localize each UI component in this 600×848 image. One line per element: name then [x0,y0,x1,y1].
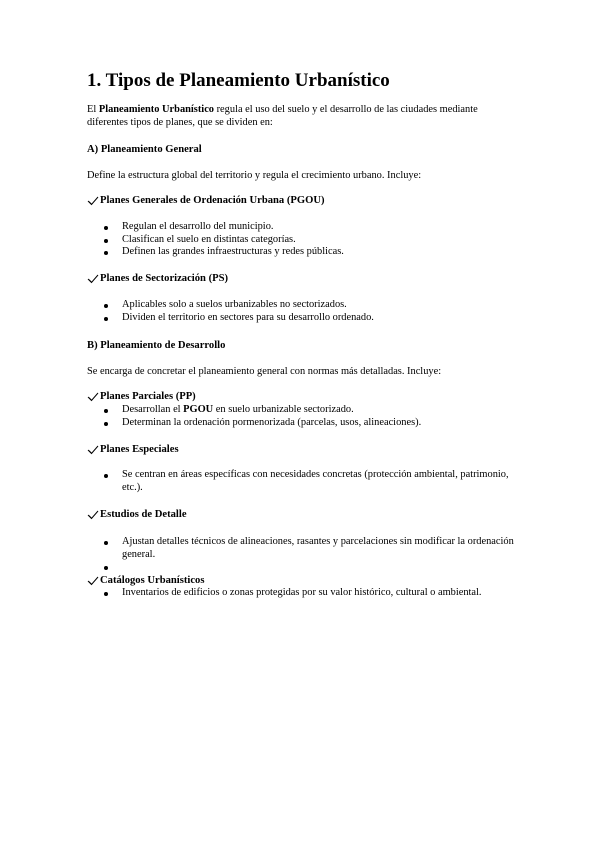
ps-list [87,299,527,324]
section-a-text: Define la estructura global del territorio y regula el crecimiento urbano. Incluye: [87,170,422,181]
ed-heading-label: Estudios de Detalle [100,509,187,520]
intro-text-start: El [87,104,99,115]
check-mark-icon [87,196,99,206]
pe-heading [87,444,179,455]
intro-text-end: regula el uso del suelo y el desarrollo de las ciudades mediante diferentes tipos de planes, que se dividen en: [87,104,478,128]
section-b-heading: B) Planeamiento de Desarrollo [87,340,226,351]
pp-heading [87,391,196,402]
list-item: Clasifican el suelo en distintas categorías. [87,234,527,247]
pe-heading-label: Planes Especiales [100,444,179,455]
check-mark-icon [87,445,99,455]
intro-paragraph [87,103,517,129]
list-item: Regulan el desarrollo del municipio. [87,221,527,234]
list-item: Dividen el territorio en sectores para su desarrollo ordenado. [87,312,527,325]
list-item [87,404,527,417]
check-mark-icon [87,392,99,402]
pp-heading-label: Planes Parciales (PP) [100,391,196,402]
list-item: Aplicables solo a suelos urbanizables no sectorizados. [87,299,527,312]
list-item: Inventarios de edificios o zonas protegidas por su valor histórico, cultural o ambiental. [87,587,527,600]
cu-list [87,587,527,600]
ed-heading [87,509,187,520]
cu-heading [87,575,204,586]
pgou-list [87,221,527,259]
list-item: Determinan la ordenación pormenorizada (parcelas, usos, alineaciones). [87,417,527,430]
cu-heading-label: Catálogos Urbanísticos [100,575,205,586]
pe-list [87,469,527,494]
pgou-heading-label: Planes Generales de Ordenación Urbana (PGOU) [100,195,325,206]
list-item: Definen las grandes infraestructuras y redes públicas. [87,246,527,259]
intro-bold-term: Planeamiento Urbanístico [98,104,214,115]
section-a-heading: A) Planeamiento General [87,144,202,155]
pgou-heading [87,195,325,206]
check-mark-icon [87,274,99,284]
pp-list [87,404,527,429]
ps-heading-label: Planes de Sectorización (PS) [100,273,228,284]
check-mark-icon [87,510,99,520]
pp-item-bold-term: PGOU [183,404,214,415]
pp-item-text-end: en suelo urbanizable sectorizado. [213,404,354,415]
list-item [87,561,527,574]
list-item: Se centran en áreas específicas con necesidades concretas (protección ambiental, patrimonio, etc.). [87,469,527,494]
list-item: Ajustan detalles técnicos de alineaciones, rasantes y parcelaciones sin modificar la ordenación general. [87,536,527,561]
ed-list [87,536,527,574]
check-mark-icon [87,576,99,586]
page-title: 1. Tipos de Planeamiento Urbanístico [87,70,390,91]
section-b-text: Se encarga de concretar el planeamiento general con normas más detalladas. Incluye: [87,366,442,377]
pp-item-text-start: Desarrollan el [122,404,184,415]
ps-heading [87,273,228,284]
